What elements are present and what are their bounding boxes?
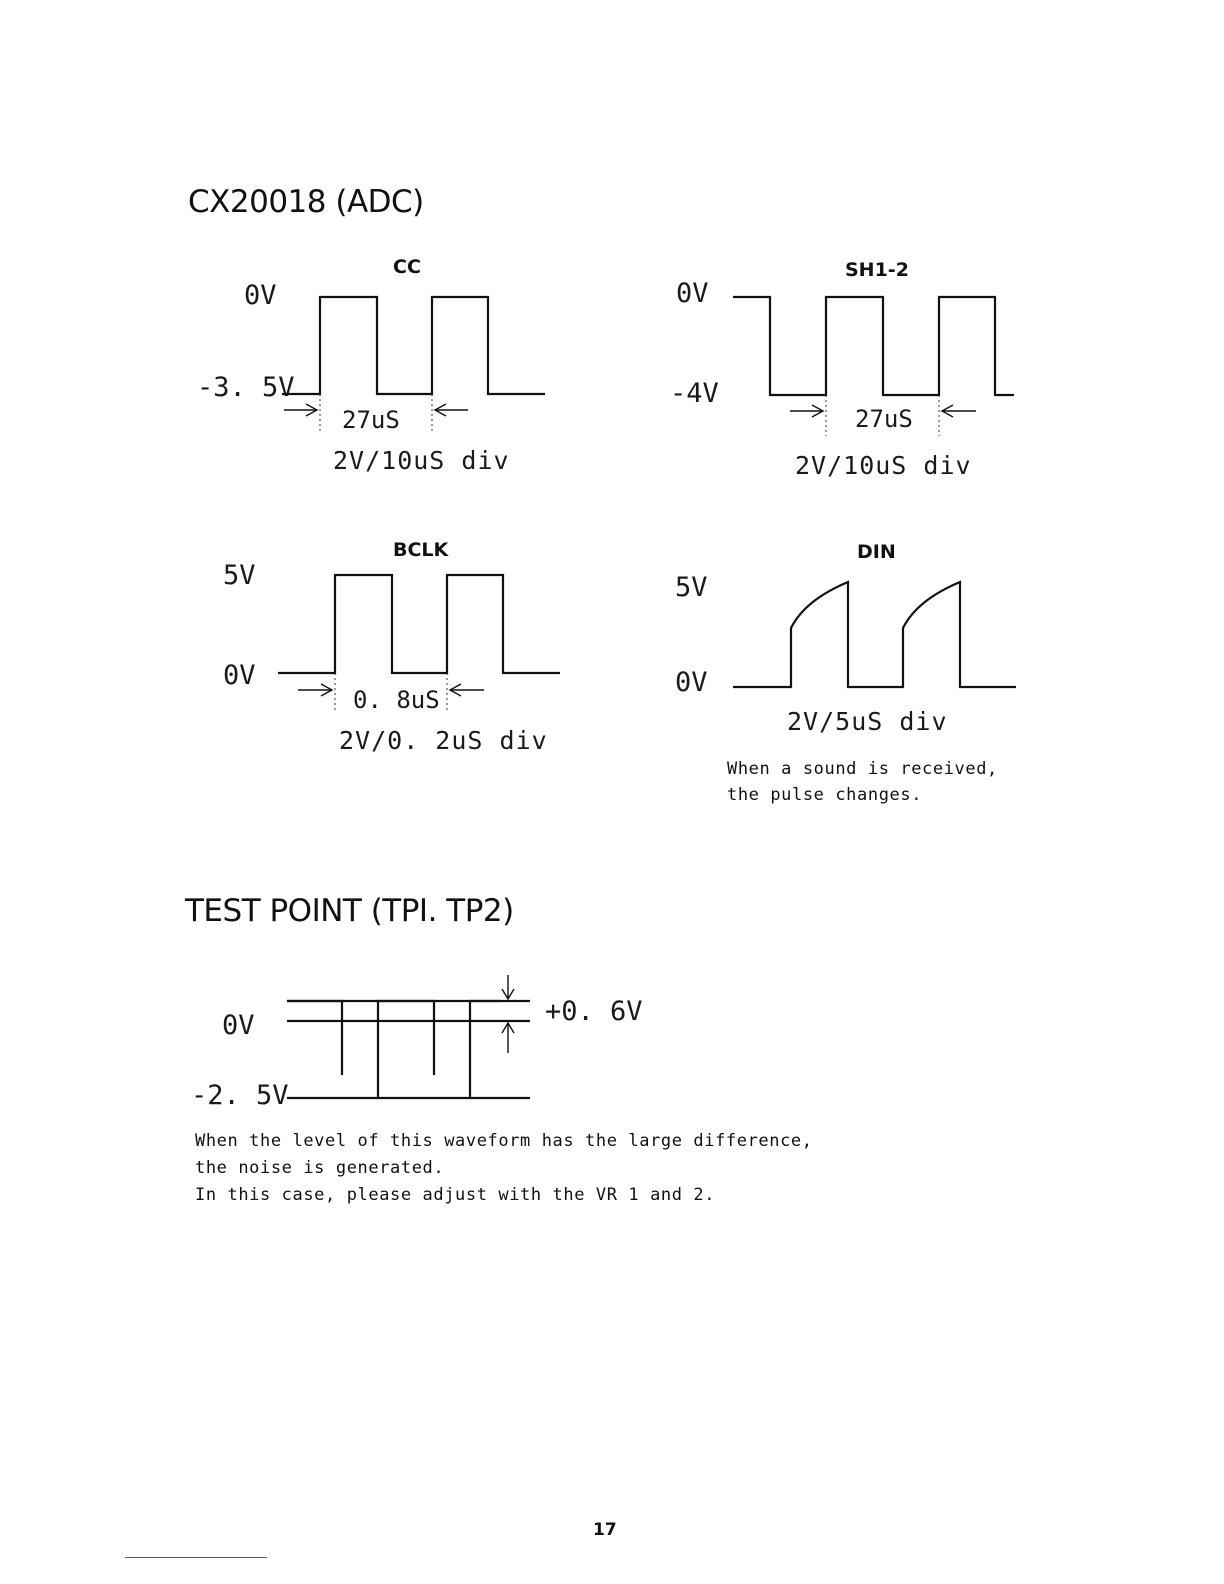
waveform-title: SH1-2 xyxy=(845,259,909,281)
din-note-line: When a sound is received, xyxy=(727,759,998,779)
voltage-high-label: 0V xyxy=(244,280,277,311)
scale-label: 2V/0. 2uS div xyxy=(339,726,548,755)
test-point-note-line: the noise is generated. xyxy=(195,1158,445,1178)
voltage-low-label: -3. 5V xyxy=(197,372,295,403)
voltage-low-label: -4V xyxy=(670,378,719,409)
scale-label: 2V/10uS div xyxy=(795,451,972,480)
period-label: 27uS xyxy=(342,406,400,434)
voltage-high-label: 5V xyxy=(675,572,708,603)
voltage-high-label: 5V xyxy=(223,560,256,591)
footer-rule xyxy=(125,1557,267,1558)
section-heading-test-point: TEST POINT (TPI. TP2) xyxy=(185,893,514,929)
section-heading-adc: CX20018 (ADC) xyxy=(188,184,424,220)
period-label: 0. 8uS xyxy=(353,686,440,714)
voltage-high-label: 0V xyxy=(676,278,709,309)
waveform-title: CC xyxy=(393,256,421,278)
offset-label: +0. 6V xyxy=(545,996,643,1027)
waveform-title: BCLK xyxy=(393,539,449,561)
period-label: 27uS xyxy=(855,405,913,433)
voltage-low-label: -2. 5V xyxy=(191,1080,289,1111)
test-point-note-line: When the level of this waveform has the large difference, xyxy=(195,1131,813,1151)
test-point-note-line: In this case, please adjust with the VR 1 and 2. xyxy=(195,1185,716,1205)
din-note-line: the pulse changes. xyxy=(727,785,923,805)
voltage-high-label: 0V xyxy=(222,1010,255,1041)
voltage-low-label: 0V xyxy=(223,660,256,691)
page-number: 17 xyxy=(593,1520,617,1540)
scale-label: 2V/5uS div xyxy=(787,707,948,736)
scale-label: 2V/10uS div xyxy=(333,446,510,475)
waveform-title: DIN xyxy=(857,541,896,563)
voltage-low-label: 0V xyxy=(675,667,708,698)
